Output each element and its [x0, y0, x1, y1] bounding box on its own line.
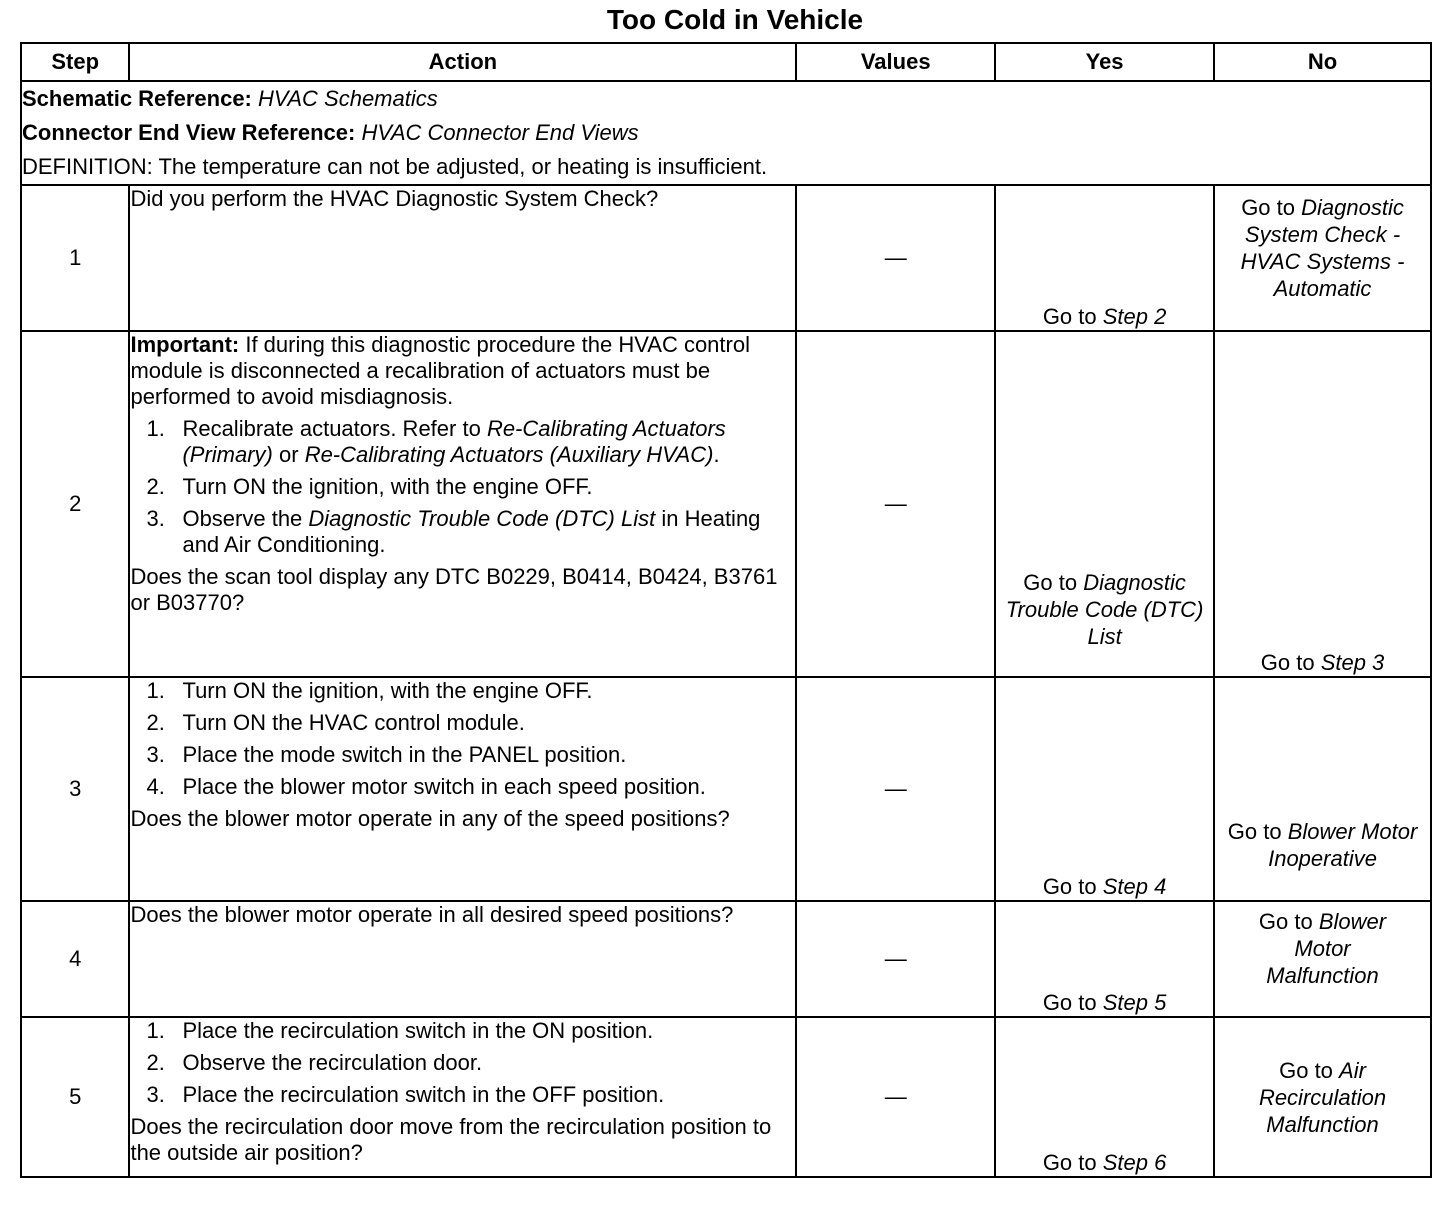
action-question: Does the recirculation door move from the recirculation position to the outside air position? [130, 1114, 772, 1165]
step-number: 3 [21, 677, 129, 901]
no-link[interactable]: Air Recirculation Malfunction [1258, 1057, 1387, 1137]
no-prefix: Go to [1258, 909, 1313, 934]
yes-cell [995, 901, 1214, 1017]
header-step: Step [21, 43, 129, 81]
yes-link[interactable]: Step 2 [1102, 304, 1167, 329]
values-cell: — [796, 185, 995, 331]
item-text: Place the mode switch in the PANEL position. [182, 742, 627, 767]
list-item [146, 506, 795, 558]
values-cell: — [796, 677, 995, 901]
yes-link[interactable]: Step 5 [1102, 990, 1167, 1015]
item-text [182, 416, 795, 468]
important-note [130, 332, 795, 410]
no-prefix: Go to [1260, 650, 1315, 675]
header-row [21, 43, 1431, 81]
item-text-part: in Heating and Air Conditioning. [182, 506, 761, 557]
list-item [146, 1018, 795, 1044]
values-cell: — [796, 331, 995, 677]
no-cell [1214, 185, 1431, 331]
connector-reference-link[interactable]: HVAC Connector End Views [361, 120, 639, 145]
yes-link[interactable]: Step 6 [1102, 1150, 1167, 1175]
list-item [146, 774, 795, 800]
item-text-part: or [272, 442, 305, 467]
schematic-reference-label: Schematic Reference: [22, 86, 252, 111]
item-number: 3. [146, 506, 165, 531]
values-cell: — [796, 901, 995, 1017]
item-text: Place the recirculation switch in the OFF position. [182, 1082, 665, 1107]
action-cell [129, 185, 796, 331]
schematic-reference-link[interactable]: HVAC Schematics [258, 86, 438, 111]
list-item [146, 678, 795, 704]
item-number: 4. [146, 774, 165, 799]
no-prefix: Go to [1241, 195, 1295, 220]
table-row [21, 901, 1431, 1017]
yes-cell [995, 331, 1214, 677]
item-number: 2. [146, 1050, 165, 1075]
no-prefix: Go to [1227, 819, 1282, 844]
item-link[interactable]: Re-Calibrating Actuators (Primary) [182, 416, 726, 467]
yes-cell [995, 185, 1214, 331]
no-cell [1214, 901, 1431, 1017]
step-number: 5 [21, 1017, 129, 1177]
header-values: Values [796, 43, 995, 81]
table-row [21, 331, 1431, 677]
yes-link[interactable]: Step 4 [1102, 874, 1167, 899]
item-number: 1. [146, 416, 165, 441]
item-number: 3. [146, 742, 165, 767]
table-row [21, 1017, 1431, 1177]
important-label: Important: [130, 332, 240, 357]
list-item [146, 416, 795, 468]
important-text: If during this diagnostic procedure the HVAC control module is disconnected a recalibration of actuators must be performed to avoid misdiagnosis. [130, 332, 750, 409]
item-number: 2. [146, 710, 165, 735]
yes-prefix: Go to [1023, 570, 1078, 595]
item-text [182, 506, 795, 558]
item-text: Turn ON the HVAC control module. [182, 710, 525, 735]
no-link[interactable]: Blower Motor Inoperative [1268, 819, 1418, 871]
item-text-part: Observe the [182, 506, 309, 531]
no-cell [1214, 677, 1431, 901]
yes-cell [995, 677, 1214, 901]
action-question: Does the blower motor operate in all desired speed positions? [130, 902, 734, 927]
diagnostic-table [20, 42, 1432, 1178]
item-number: 1. [146, 1018, 165, 1043]
header-no: No [1214, 43, 1431, 81]
connector-reference [22, 116, 1430, 150]
list-item [146, 1050, 795, 1076]
item-text: Observe the recirculation door. [182, 1050, 483, 1075]
list-item [146, 1082, 795, 1108]
yes-link[interactable]: Diagnostic Trouble Code (DTC) List [1005, 570, 1204, 649]
item-text: Turn ON the ignition, with the engine OFF. [182, 678, 593, 703]
item-link[interactable]: Diagnostic Trouble Code (DTC) List [308, 506, 656, 531]
list-item [146, 742, 795, 768]
item-number: 1. [146, 678, 165, 703]
item-number: 3. [146, 1082, 165, 1107]
item-link[interactable]: Re-Calibrating Actuators (Auxiliary HVAC) [304, 442, 714, 467]
yes-prefix: Go to [1042, 990, 1097, 1015]
definition-text: DEFINITION: The temperature can not be adjusted, or heating is insufficient. [22, 154, 768, 179]
step-number: 1 [21, 185, 129, 331]
action-cell [129, 331, 796, 677]
item-text: Place the blower motor switch in each speed position. [182, 774, 706, 799]
page-title: Too Cold in Vehicle [606, 4, 864, 35]
header-yes: Yes [995, 43, 1214, 81]
values-cell: — [796, 1017, 995, 1177]
item-text-part: . [713, 442, 720, 467]
no-cell [1214, 1017, 1431, 1177]
list-item [146, 710, 795, 736]
table-row [21, 185, 1431, 331]
header-action: Action [129, 43, 796, 81]
action-cell [129, 901, 796, 1017]
action-question: Did you perform the HVAC Diagnostic System Check? [130, 186, 659, 211]
item-text-part: Recalibrate actuators. Refer to [182, 416, 487, 441]
action-question: Does the scan tool display any DTC B0229, B0414, B0424, B3761 or B03770? [130, 564, 778, 615]
schematic-reference [22, 82, 1430, 116]
step-number: 4 [21, 901, 129, 1017]
no-cell [1214, 331, 1431, 677]
no-link[interactable]: Step 3 [1320, 650, 1385, 675]
connector-reference-label: Connector End View Reference: [22, 120, 356, 145]
reference-row [21, 81, 1431, 185]
reference-cell [21, 81, 1431, 185]
action-question: Does the blower motor operate in any of the speed positions? [130, 806, 730, 831]
yes-prefix: Go to [1042, 874, 1097, 899]
list-item [146, 474, 795, 500]
yes-cell [995, 1017, 1214, 1177]
item-number: 2. [146, 474, 165, 499]
step-number: 2 [21, 331, 129, 677]
no-prefix: Go to [1279, 1057, 1333, 1083]
action-cell [129, 1017, 796, 1177]
item-text: Place the recirculation switch in the ON position. [182, 1018, 654, 1043]
item-text: Turn ON the ignition, with the engine OFF. [182, 474, 593, 499]
yes-prefix: Go to [1042, 1150, 1097, 1175]
no-link[interactable]: Diagnostic System Check - HVAC Systems - Automatic [1240, 195, 1405, 301]
yes-prefix: Go to [1042, 304, 1097, 329]
table-row [21, 677, 1431, 901]
no-link[interactable]: Blower Motor Malfunction [1266, 909, 1387, 988]
action-cell [129, 677, 796, 901]
